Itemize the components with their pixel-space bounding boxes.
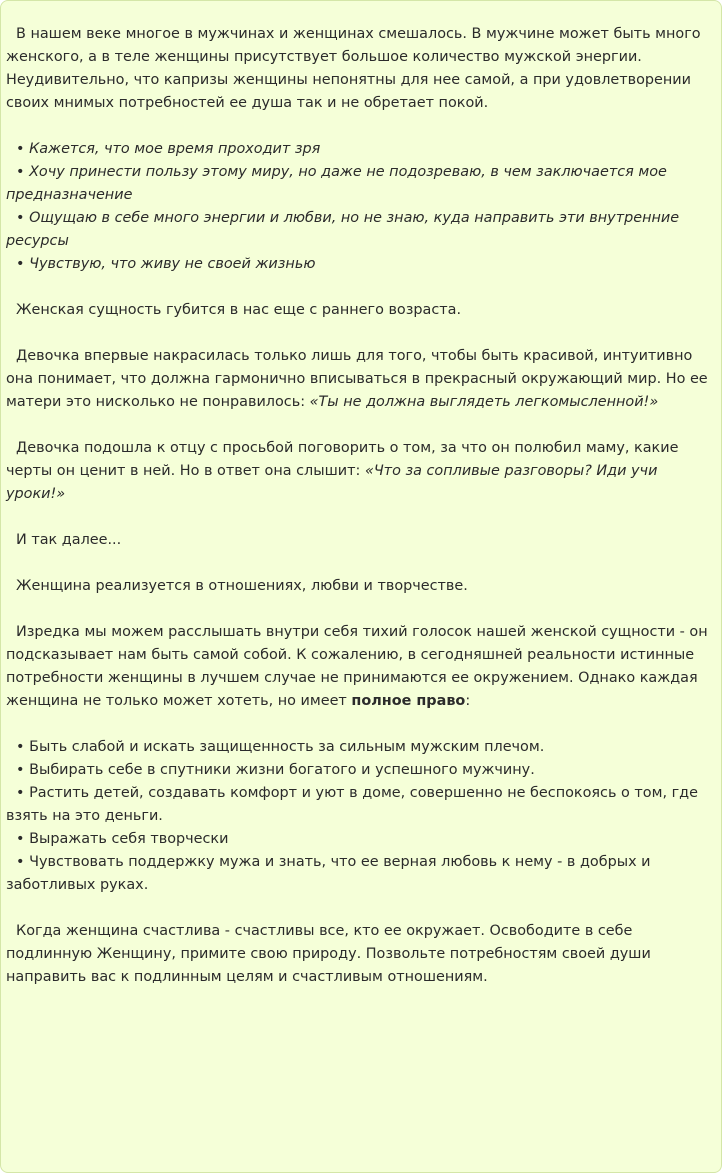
rights-list-text: • Быть слабой и искать защищенность за сильным мужским плечом. [16, 739, 544, 755]
paragraph-rights-text: Изредка мы можем расслышать внутри себя тихий голосок нашей женской сущности - он подсказывает нам быть самой собой. К сожалению, в сегодняшней реальности истинные потребности женщины в лучшем случае не принимаются ее окружением. Однако каждая женщина не только может хотеть, но имеет [6, 624, 708, 709]
rights-list-item [6, 759, 714, 782]
paragraph-realization: Женщина реализуется в отношениях, любви и творчестве. [16, 578, 468, 594]
rights-list-item [6, 736, 714, 759]
feelings-list-item [6, 161, 714, 207]
paragraph-rights [6, 621, 714, 713]
paragraph-intro: В нашем веке многое в мужчинах и женщинах смешалось. В мужчине может быть много женского, а в теле женщины присутствует большое количество мужской энергии. Неудивительно, что капризы женщины непонятны для нее самой, а при удовлетворении своих мнимых потребностей ее душа так и не обретает покой. [6, 26, 701, 111]
paragraph-father [6, 437, 714, 506]
rights-list-item [6, 851, 714, 897]
father-quote: «Что за сопливые разговоры? Иди учи уроки!» [6, 463, 658, 502]
feelings-list-item [6, 138, 714, 161]
rights-colon: : [465, 693, 471, 709]
rights-emphasis: полное право [351, 693, 466, 709]
rights-list-item [6, 828, 714, 851]
paragraph-etc: И так далее... [16, 532, 122, 548]
feelings-list [6, 138, 714, 276]
paragraph-father-text: Девочка подошла к отцу с просьбой поговорить о том, за что он полюбил маму, какие черты он ценит в ней. Но в ответ она слышит: [6, 440, 679, 479]
paragraph-essence: Женская сущность губится в нас еще с раннего возраста. [16, 302, 462, 318]
rights-list-item [6, 782, 714, 828]
rights-list-text: • Чувствовать поддержку мужа и знать, что ее верная любовь к нему - в добрых и заботливых руках. [6, 854, 651, 893]
feelings-list-text: • Хочу принести пользу этому миру, но даже не подозреваю, в чем заключается мое предназначение [6, 164, 667, 203]
feelings-list-text: • Чувствую, что живу не своей жизнью [16, 256, 315, 272]
paragraph-mother-text: Девочка впервые накрасилась только лишь для того, чтобы быть красивой, интуитивно она понимает, что должна гармонично вписываться в прекрасный окружающий мир. Но ее матери это нисколько не понравилось: [6, 348, 708, 410]
feelings-list-text: • Ощущаю в себе много энергии и любви, но не знаю, куда направить эти внутренние ресурсы [6, 210, 679, 249]
rights-list-text: • Выражать себя творчески [16, 831, 228, 847]
rights-list-text: • Растить детей, создавать комфорт и уют в доме, совершенно не беспокоясь о том, где взять на это деньги. [6, 785, 698, 824]
feelings-list-text: • Кажется, что мое время проходит зря [16, 141, 320, 157]
rights-list-text: • Выбирать себе в спутники жизни богатого и успешного мужчину. [16, 762, 535, 778]
paragraph-mother [6, 345, 714, 414]
mother-quote: «Ты не должна выглядеть легкомысленной!» [309, 394, 659, 410]
feelings-list-item [6, 253, 714, 276]
rights-list [6, 736, 714, 897]
paragraph-conclusion: Когда женщина счастлива - счастливы все, кто ее окружает. Освободите в себе подлинную Женщину, примите свою природу. Позвольте потребностям своей души направить вас к подлинным целям и счастливым отношениям. [6, 923, 651, 985]
feelings-list-item [6, 207, 714, 253]
article-body [6, 23, 714, 1012]
